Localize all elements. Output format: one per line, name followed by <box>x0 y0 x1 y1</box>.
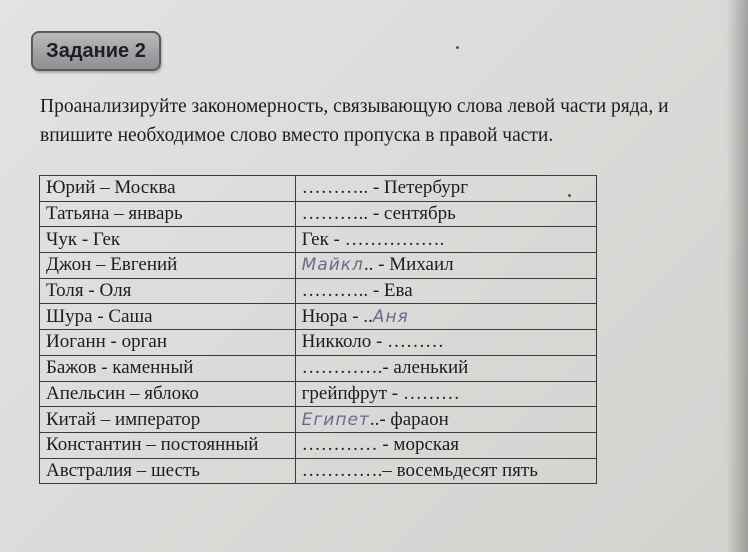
table-row <box>40 407 597 433</box>
right-word-pair <box>295 304 596 330</box>
left-word-pair: Иоганн - орган <box>40 330 296 356</box>
ink-dot <box>568 194 571 197</box>
table-row <box>40 176 597 202</box>
right-word-pair <box>295 227 596 253</box>
table-row <box>40 458 597 484</box>
task-instruction <box>40 92 748 150</box>
right-word-pair <box>295 458 596 484</box>
right-word-pair <box>295 355 596 381</box>
right-text-after: ..- фараон <box>369 408 449 430</box>
ink-dot <box>456 46 459 49</box>
right-text-before: ………….– восемьдесят пять <box>301 459 538 481</box>
instruction-line-2: впишите необходимое слово вместо пропуска в правой части. <box>40 125 554 146</box>
table-row <box>40 253 597 279</box>
handwritten-answer: Майкл <box>301 255 364 276</box>
right-word-pair <box>295 381 596 407</box>
right-text-before: ………… - морская <box>301 434 460 456</box>
left-word-pair: Шура - Саша <box>40 304 296 330</box>
right-text-before: грейпфрут - ……… <box>301 382 460 404</box>
right-word-pair <box>295 432 596 458</box>
left-word-pair: Австралия – шесть <box>40 458 296 484</box>
left-word-pair: Апельсин – яблоко <box>40 381 296 407</box>
left-word-pair: Юрий – Москва <box>40 176 296 202</box>
right-text-before: Никколо - ……… <box>301 331 445 353</box>
table-row <box>40 381 597 407</box>
left-word-pair: Татьяна – январь <box>40 201 296 227</box>
table-row <box>40 227 597 253</box>
right-word-pair <box>295 278 596 304</box>
task-badge: Задание 2 <box>31 31 161 71</box>
word-pairs-table <box>39 175 597 484</box>
right-text-before: Нюра - .. <box>301 305 373 327</box>
right-text-before: ……….. - Петербург <box>301 177 469 199</box>
right-word-pair <box>295 253 596 279</box>
handwritten-answer: Египет <box>301 409 370 430</box>
left-word-pair: Джон – Евгений <box>40 253 296 279</box>
right-word-pair <box>295 330 596 356</box>
table-row <box>40 330 597 356</box>
table-row <box>40 278 597 304</box>
right-word-pair <box>295 176 596 202</box>
right-text-before: ……….. - Ева <box>301 280 413 302</box>
table-row <box>40 355 597 381</box>
instruction-line-1: Проанализируйте закономерность, связывающую слова левой части ряда, и <box>40 96 669 117</box>
table-row <box>40 432 597 458</box>
right-text-before: ……….. - сентябрь <box>301 203 456 225</box>
left-word-pair: Толя - Оля <box>40 278 296 304</box>
page-edge-shadow <box>726 0 748 552</box>
table-row <box>40 201 597 227</box>
right-text-before: Гек - ……………. <box>301 228 445 250</box>
table-row <box>40 304 597 330</box>
right-word-pair <box>295 201 596 227</box>
right-text-after: .. - Михаил <box>363 254 454 276</box>
left-word-pair: Бажов - каменный <box>40 355 296 381</box>
left-word-pair: Константин – постоянный <box>40 432 296 458</box>
right-word-pair <box>295 407 596 433</box>
handwritten-answer: Аня <box>372 306 409 327</box>
left-word-pair: Китай – император <box>40 407 296 433</box>
right-text-before: ………….- аленький <box>301 357 469 379</box>
left-word-pair: Чук - Гек <box>40 227 296 253</box>
